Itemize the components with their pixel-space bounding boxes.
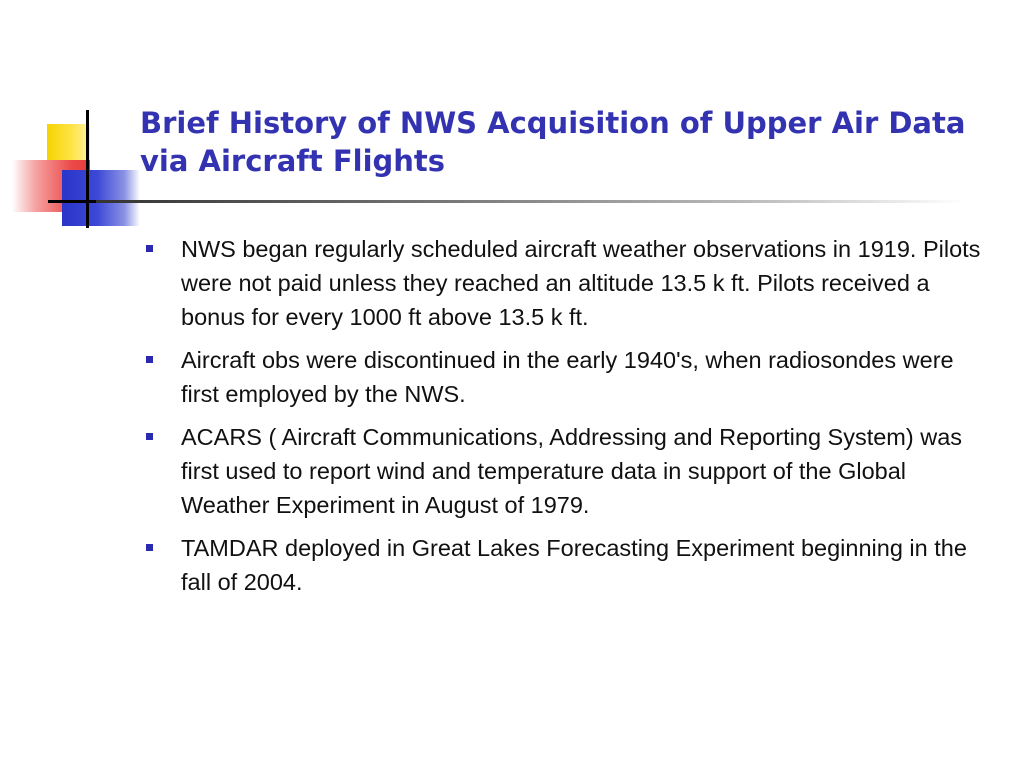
bullet-text: ACARS ( Aircraft Communications, Addressing and Reporting System) was first used to report wind and temperature data in support of the Global Weather Experiment in August of 1979. xyxy=(181,424,963,518)
title-underline xyxy=(96,200,966,203)
square-bullet-icon xyxy=(146,245,153,252)
square-bullet-icon xyxy=(146,544,153,551)
decorative-squares-logo xyxy=(0,0,150,240)
slide-title: Brief History of NWS Acquisition of Upper Air Data via Aircraft Flights xyxy=(140,106,966,178)
blue-square xyxy=(62,170,140,226)
bullet-list xyxy=(146,232,996,608)
bullet-item xyxy=(146,232,996,334)
bullet-item xyxy=(146,420,996,522)
vertical-rule xyxy=(86,110,89,228)
bullet-text: Aircraft obs were discontinued in the early 1940's, when radiosondes were first employed by the NWS. xyxy=(181,347,954,407)
bullet-item xyxy=(146,343,996,411)
square-bullet-icon xyxy=(146,356,153,363)
bullet-text: TAMDAR deployed in Great Lakes Forecasting Experiment beginning in the fall of 2004. xyxy=(181,535,967,595)
square-bullet-icon xyxy=(146,433,153,440)
bullet-text: NWS began regularly scheduled aircraft weather observations in 1919. Pilots were not paid unless they reached an altitude 13.5 k ft. Pilots received a bonus for every 1000 ft above 13.5 k ft. xyxy=(181,236,981,330)
bullet-item xyxy=(146,531,996,599)
